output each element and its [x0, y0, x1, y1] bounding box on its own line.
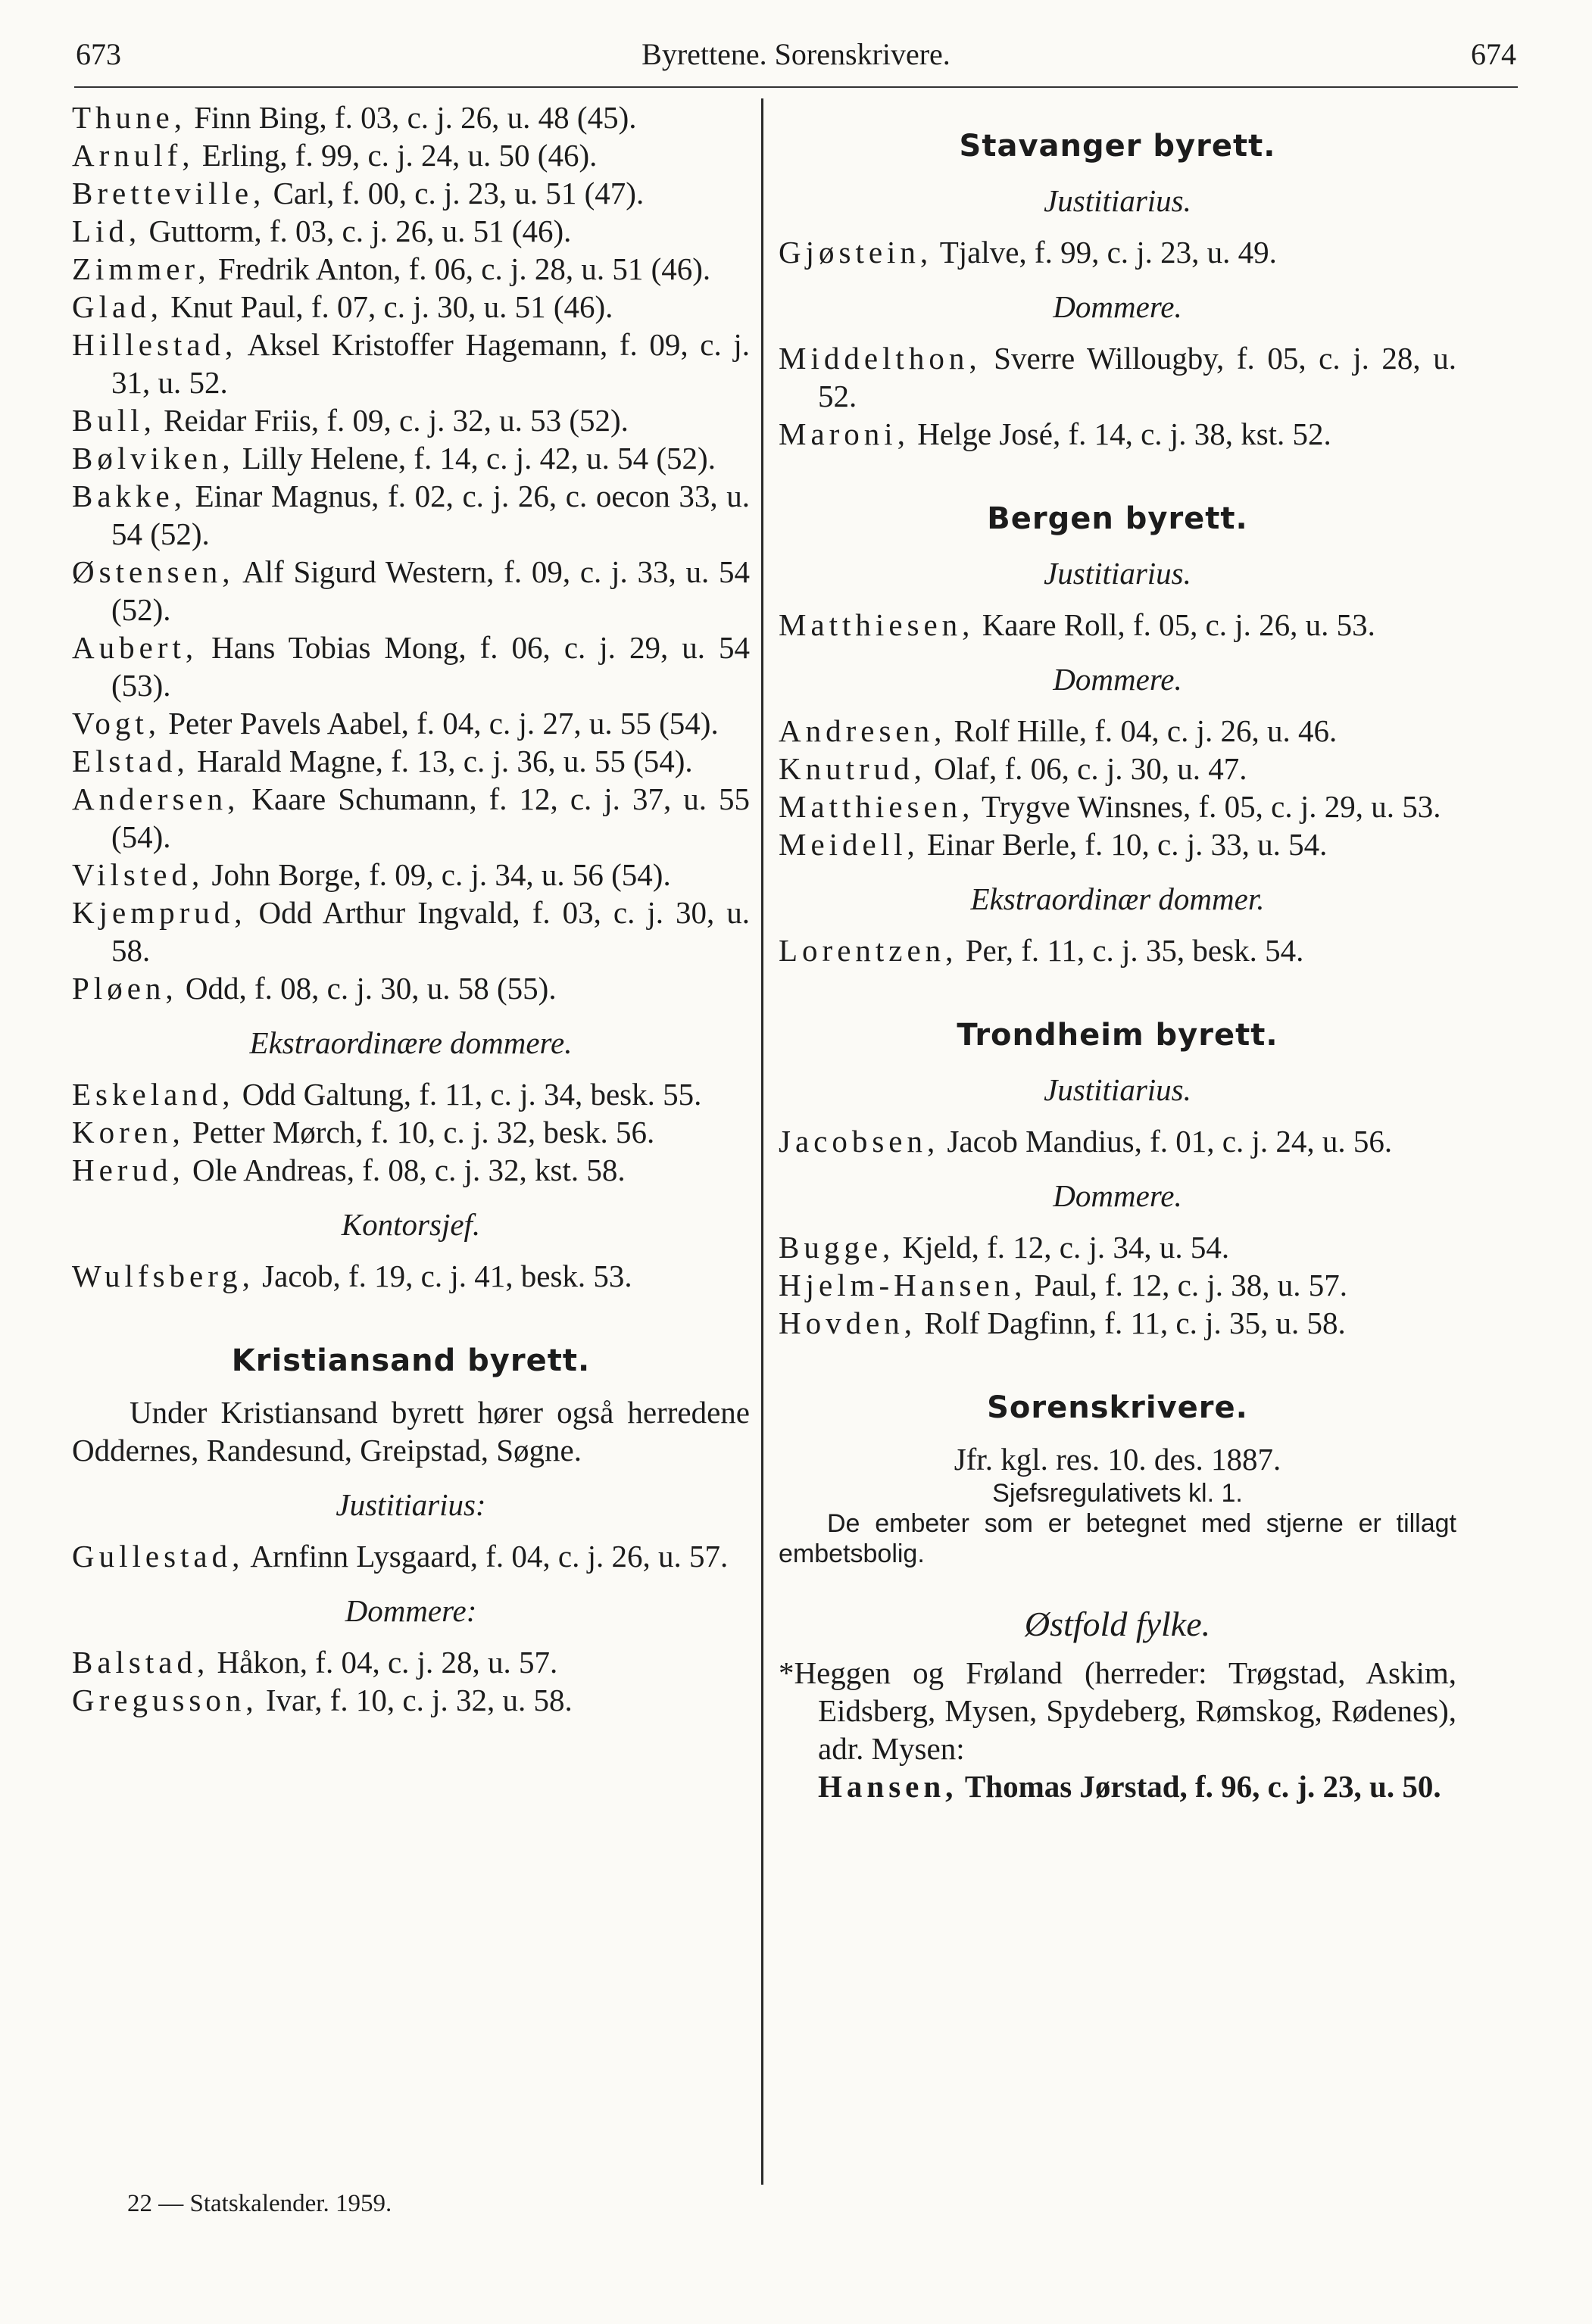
- entry-list: [779, 712, 1456, 863]
- entry-details: Paul, f. 12, c. j. 38, u. 57.: [1026, 1268, 1347, 1302]
- intro-paragraph: Under Kristiansand byrett hører også herredene Oddernes, Randesund, Greipstad, Søgne.: [72, 1395, 750, 1468]
- court-heading: Kristiansand byrett.: [231, 1343, 591, 1378]
- entry-surname: Arnulf,: [72, 138, 195, 173]
- entry-details: Jacob, f. 19, c. j. 41, besk. 53.: [254, 1259, 632, 1293]
- entry-details: Kaare Schumann, f. 12, c. j. 37, u. 55 (54).: [111, 781, 750, 854]
- list-item: [779, 750, 1456, 788]
- entry-surname: Lorentzen,: [779, 933, 958, 968]
- entry-surname: Elstad,: [72, 744, 189, 778]
- list-item: [779, 1228, 1456, 1266]
- entry-list: [779, 606, 1456, 644]
- entry-surname: Jacobsen,: [779, 1124, 940, 1159]
- entry-list: [72, 1257, 750, 1295]
- entry-list: [779, 1228, 1456, 1342]
- section-subheading: Dommere.: [1053, 1178, 1182, 1213]
- entry-surname: Glad,: [72, 289, 163, 324]
- entry-list: [779, 931, 1456, 969]
- entry-details: Arnfinn Lysgaard, f. 04, c. j. 26, u. 57.: [244, 1539, 729, 1574]
- county-heading: Østfold fylke.: [1024, 1605, 1211, 1643]
- list-item: [72, 1075, 750, 1113]
- list-item: [72, 629, 750, 704]
- entry-surname: Gjøstein,: [779, 235, 933, 270]
- list-item: [779, 606, 1456, 644]
- entry-details: Ole Andreas, f. 08, c. j. 32, kst. 58.: [184, 1153, 626, 1187]
- list-item: [72, 1151, 750, 1189]
- entry-details: Petter Mørch, f. 10, c. j. 32, besk. 56.: [184, 1115, 655, 1150]
- page-number-left: 673: [76, 37, 121, 71]
- list-item: [72, 894, 750, 969]
- entry-details: Sverre Willougby, f. 05, c. j. 28, u. 52.: [818, 341, 1456, 413]
- list-item: [779, 788, 1456, 825]
- column-divider: [761, 98, 763, 2185]
- list-item: [72, 326, 750, 401]
- entry-details: Tjalve, f. 99, c. j. 23, u. 49.: [932, 235, 1277, 270]
- entry-surname: Hillestad,: [72, 327, 238, 362]
- entry-surname: Herud,: [72, 1153, 185, 1187]
- entry-surname: Aubert,: [72, 630, 198, 665]
- regulation-class-line: Sjefsregulativets kl. 1.: [992, 1479, 1243, 1508]
- entry-surname: Zimmer,: [72, 251, 211, 286]
- list-item: [72, 98, 750, 136]
- asterisk-note: De embeter som er betegnet med stjerne er tillagt embetsbolig.: [779, 1509, 1456, 1568]
- entry-surname: Gregusson,: [72, 1683, 258, 1717]
- entry-details: Harald Magne, f. 13, c. j. 36, u. 55 (54).: [189, 744, 693, 778]
- entry-surname: Thune,: [72, 100, 186, 135]
- list-item: [779, 1122, 1456, 1160]
- entry-details: Trygve Winsnes, f. 05, c. j. 29, u. 53.: [974, 789, 1441, 824]
- list-item: [72, 477, 750, 553]
- entry-details: John Borge, f. 09, c. j. 34, u. 56 (54).: [204, 857, 671, 892]
- section-heading: Sorenskrivere.: [987, 1390, 1248, 1425]
- entry-details: Jacob Mandius, f. 01, c. j. 24, u. 56.: [939, 1124, 1393, 1159]
- entry-details: Rolf Hille, f. 04, c. j. 26, u. 46.: [946, 713, 1338, 748]
- list-item: [779, 712, 1456, 750]
- entry-surname: Balstad,: [72, 1645, 210, 1680]
- list-item: [72, 212, 750, 250]
- list-item: [72, 1643, 750, 1681]
- list-item: [779, 931, 1456, 969]
- entry-details: Hans Tobias Mong, f. 06, c. j. 29, u. 54 (53).: [111, 630, 750, 703]
- entry-surname: Meidell,: [779, 827, 919, 862]
- entry-list: [72, 1075, 750, 1189]
- page-number-right: 674: [1471, 37, 1516, 71]
- list-item: [72, 1681, 750, 1719]
- list-item: [779, 339, 1456, 415]
- entry-details: Fredrik Anton, f. 06, c. j. 28, u. 51 (46).: [210, 251, 711, 286]
- entry-surname: Gullestad,: [72, 1539, 245, 1574]
- entry-surname: Vogt,: [72, 706, 161, 741]
- entry-surname: Middelthon,: [779, 341, 982, 376]
- entry-surname: Andresen,: [779, 713, 947, 748]
- list-item: [72, 1537, 750, 1575]
- section-subheading: Ekstraordinære dommere.: [249, 1025, 573, 1060]
- entry-details: Alf Sigurd Western, f. 09, c. j. 33, u. 54 (52).: [111, 554, 750, 627]
- list-item: [72, 969, 750, 1007]
- section-subheading: Kontorsjef.: [341, 1207, 481, 1242]
- entry-details: Erling, f. 99, c. j. 24, u. 50 (46).: [194, 138, 598, 173]
- list-item: [72, 250, 750, 288]
- entry-details: Helge José, f. 14, c. j. 38, kst. 52.: [909, 416, 1331, 451]
- list-item: [72, 780, 750, 856]
- entry-surname: Koren,: [72, 1115, 185, 1150]
- page-header: [0, 36, 1592, 82]
- district-text: *Heggen og Frøland (herreder: Trøgstad, Askim, Eidsberg, Mysen, Spydeberg, Rømskog, Rødenes), adr. Mysen:: [779, 1655, 1456, 1766]
- entry-details: Odd Galtung, f. 11, c. j. 34, besk. 55.: [234, 1077, 702, 1112]
- entry-surname: Wulfsberg,: [72, 1259, 254, 1293]
- entry-surname: Bølviken,: [72, 441, 235, 476]
- entry-details: Guttorm, f. 03, c. j. 26, u. 51 (46).: [141, 214, 572, 248]
- entry-details: Peter Pavels Aabel, f. 04, c. j. 27, u. 55 (54).: [160, 706, 719, 741]
- list-item: [72, 174, 750, 212]
- list-item: [779, 1304, 1456, 1342]
- entry-surname: Vilsted,: [72, 857, 204, 892]
- entry-surname: Hovden,: [779, 1305, 917, 1340]
- list-item: [72, 1257, 750, 1295]
- district-entry: [779, 1654, 1456, 1805]
- entry-details: Odd, f. 08, c. j. 30, u. 58 (55).: [177, 971, 557, 1006]
- entry-surname: Kjemprud,: [72, 895, 247, 930]
- entry-list: [779, 233, 1456, 271]
- entry-details: Finn Bing, f. 03, c. j. 26, u. 48 (45).: [186, 100, 637, 135]
- list-item: [72, 553, 750, 629]
- entry-details: Per, f. 11, c. j. 35, besk. 54.: [957, 933, 1304, 968]
- entry-details: Rolf Dagfinn, f. 11, c. j. 35, u. 58.: [916, 1305, 1346, 1340]
- entry-surname: Bull,: [72, 403, 156, 438]
- entry-surname: Maroni,: [779, 416, 910, 451]
- running-title: Byrettene. Sorenskrivere.: [641, 37, 951, 71]
- section-subheading: Dommere.: [1053, 289, 1182, 324]
- entry-list: [779, 1122, 1456, 1160]
- entry-details: Carl, f. 00, c. j. 23, u. 51 (47).: [265, 176, 645, 211]
- entry-details: Odd Arthur Ingvald, f. 03, c. j. 30, u. 58.: [111, 895, 750, 968]
- section-subheading: Ekstraordinær dommer.: [970, 881, 1265, 916]
- list-item: [72, 742, 750, 780]
- entry-surname: Matthiesen,: [779, 607, 975, 642]
- list-item: [72, 1113, 750, 1151]
- entry-details: Kaare Roll, f. 05, c. j. 26, u. 53.: [974, 607, 1375, 642]
- section-subheading: Justitiarius.: [1044, 556, 1191, 591]
- entry-surname: Knutrud,: [779, 751, 926, 786]
- section-subheading: Justitiarius.: [1044, 183, 1191, 218]
- list-item: [779, 233, 1456, 271]
- entry-list: [72, 1537, 750, 1575]
- entry-list: [72, 98, 750, 1007]
- list-item: [72, 704, 750, 742]
- entry-surname: Andersen,: [72, 781, 240, 816]
- entry-surname: Bakke,: [72, 479, 186, 513]
- list-item: [779, 1266, 1456, 1304]
- list-item: [779, 415, 1456, 453]
- entry-details: Thomas Jørstad, f. 96, c. j. 23, u. 50.: [957, 1769, 1441, 1804]
- left-column: [72, 98, 750, 1719]
- list-item: [779, 825, 1456, 863]
- resolution-line: Jfr. kgl. res. 10. des. 1887.: [954, 1442, 1281, 1477]
- list-item: [72, 288, 750, 326]
- entry-details: Ivar, f. 10, c. j. 32, u. 58.: [258, 1683, 573, 1717]
- section-subheading: Justitiarius.: [1044, 1072, 1191, 1107]
- entry-surname: Bugge,: [779, 1230, 895, 1265]
- entry-details: Olaf, f. 06, c. j. 30, u. 47.: [926, 751, 1247, 786]
- entry-details: Kjeld, f. 12, c. j. 34, u. 54.: [894, 1230, 1230, 1265]
- entry-details: Aksel Kristoffer Hagemann, f. 09, c. j. 31, u. 52.: [111, 327, 750, 400]
- entry-surname: Hjelm-Hansen,: [779, 1268, 1027, 1302]
- entry-details: Håkon, f. 04, c. j. 28, u. 57.: [209, 1645, 558, 1680]
- court-heading: Bergen byrett.: [987, 501, 1248, 536]
- entry-surname: Pløen,: [72, 971, 178, 1006]
- entry-list: [779, 339, 1456, 453]
- entry-details: Einar Berle, f. 10, c. j. 33, u. 54.: [919, 827, 1328, 862]
- section-subheading: Dommere.: [1053, 662, 1182, 697]
- header-rule: [74, 86, 1518, 88]
- right-column: [779, 98, 1456, 1805]
- section-subheading: Dommere:: [345, 1593, 477, 1628]
- entry-surname: Matthiesen,: [779, 789, 975, 824]
- list-item: [72, 439, 750, 477]
- entry-surname: Eskeland,: [72, 1077, 235, 1112]
- entry-details: Knut Paul, f. 07, c. j. 30, u. 51 (46).: [162, 289, 613, 324]
- entry-details: Reidar Friis, f. 09, c. j. 32, u. 53 (52).: [155, 403, 629, 438]
- court-heading: Stavanger byrett.: [959, 129, 1276, 164]
- page-footer: 22 — Statskalender. 1959.: [127, 2190, 392, 2217]
- entry-list: [72, 1643, 750, 1719]
- list-item: [72, 136, 750, 174]
- entry-details: Einar Magnus, f. 02, c. j. 26, c. oecon 33, u. 54 (52).: [111, 479, 750, 551]
- list-item: [72, 401, 750, 439]
- entry-surname: Bretteville,: [72, 176, 266, 211]
- section-subheading: Justitiarius:: [336, 1487, 486, 1522]
- entry-details: Lilly Helene, f. 14, c. j. 42, u. 54 (52).: [234, 441, 716, 476]
- entry-surname: Lid,: [72, 214, 142, 248]
- entry-surname: Hansen,: [818, 1769, 958, 1804]
- court-heading: Trondheim byrett.: [957, 1018, 1278, 1053]
- entry-surname: Østensen,: [72, 554, 235, 589]
- list-item: [72, 856, 750, 894]
